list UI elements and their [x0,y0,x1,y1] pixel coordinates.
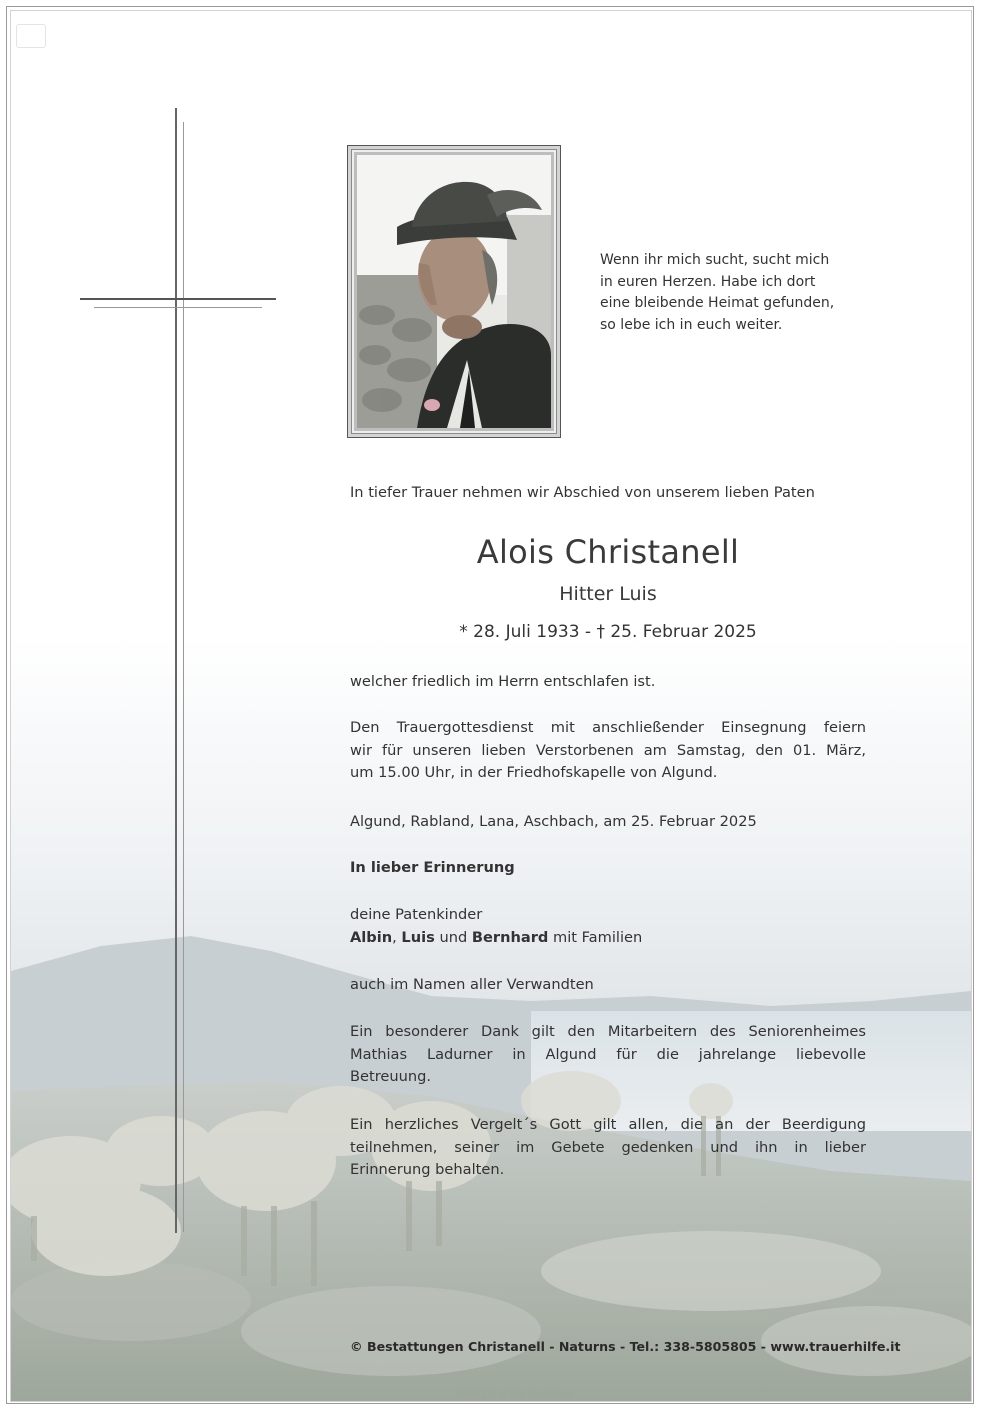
poem-line: eine bleibende Heimat gefunden, [600,295,835,311]
gratitude-paragraph [350,1114,866,1182]
photo-watermark: MORENO DURAN PH [455,1390,571,1401]
corner-logo-mark [16,24,46,48]
peaceful-passing-line: welcher friedlich im Herrn entschlafen ist. [350,673,656,690]
thanks-paragraph [350,1021,866,1089]
godchildren-block [350,904,866,949]
service-line: wir für unseren lieben Verstorbenen am Samstag, den 01. März, [350,741,866,759]
thanks-line: Betreuung. [350,1068,432,1085]
poem-line: so lebe ich in euch weiter. [600,316,783,333]
poem-line: Wenn ihr mich sucht, sucht mich [600,252,830,268]
portrait-frame [347,145,561,438]
life-dates: * 28. Juli 1933 - † 25. Februar 2025 [459,622,757,642]
remembrance-heading: In lieber Erinnerung [350,859,515,876]
cross-vertical-line [175,108,177,1233]
godchildren-names: Albin, Luis und Bernhard mit Familien [350,928,643,946]
deceased-nickname: Hitter Luis [559,583,657,605]
gratitude-line: Ein herzliches Vergelt´s Gott gilt allen, die an der Beerdigung [350,1116,866,1133]
place-date-line: Algund, Rabland, Lana, Aschbach, am 25. Februar 2025 [350,813,757,830]
intro-text: In tiefer Trauer nehmen wir Abschied von unserem lieben Paten [350,484,815,501]
service-line: um 15.00 Uhr, in der Friedhofskapelle von Algund. [350,764,718,781]
cross-horizontal-line [80,298,276,300]
poem-line: in euren Herzen. Habe ich dort [600,273,816,290]
cross-vertical-line-inner [183,122,184,1232]
relatives-line: auch im Namen aller Verwandten [350,976,594,993]
gratitude-line: teilnehmen, seiner im Gebete gedenken und ihn in lieber [350,1138,866,1156]
gratitude-line: Erinnerung behalten. [350,1161,505,1178]
cross-horizontal-line-inner [94,307,262,308]
godchild-name: Albin [350,928,393,946]
godchild-name: Bernhard [471,928,549,946]
godchild-name: Luis [401,928,435,946]
funeral-service-paragraph [350,717,866,785]
funeral-home-footer: © Bestattungen Christanell - Naturns - Tel.: 338-5805805 - www.trauerhilfe.it [350,1339,901,1354]
portrait-photo [357,155,551,428]
thanks-line: Ein besonderer Dank gilt den Mitarbeitern des Seniorenheimes [350,1023,866,1040]
thanks-line: Mathias Ladurner in Algund für die jahrelange liebevolle [350,1045,866,1063]
memorial-poem [600,250,860,336]
service-line: Den Trauergottesdienst mit anschließender Einsegnung feiern [350,719,866,736]
godchildren-label: deine Patenkinder [350,906,483,923]
deceased-name: Alois Christanell [476,533,740,571]
